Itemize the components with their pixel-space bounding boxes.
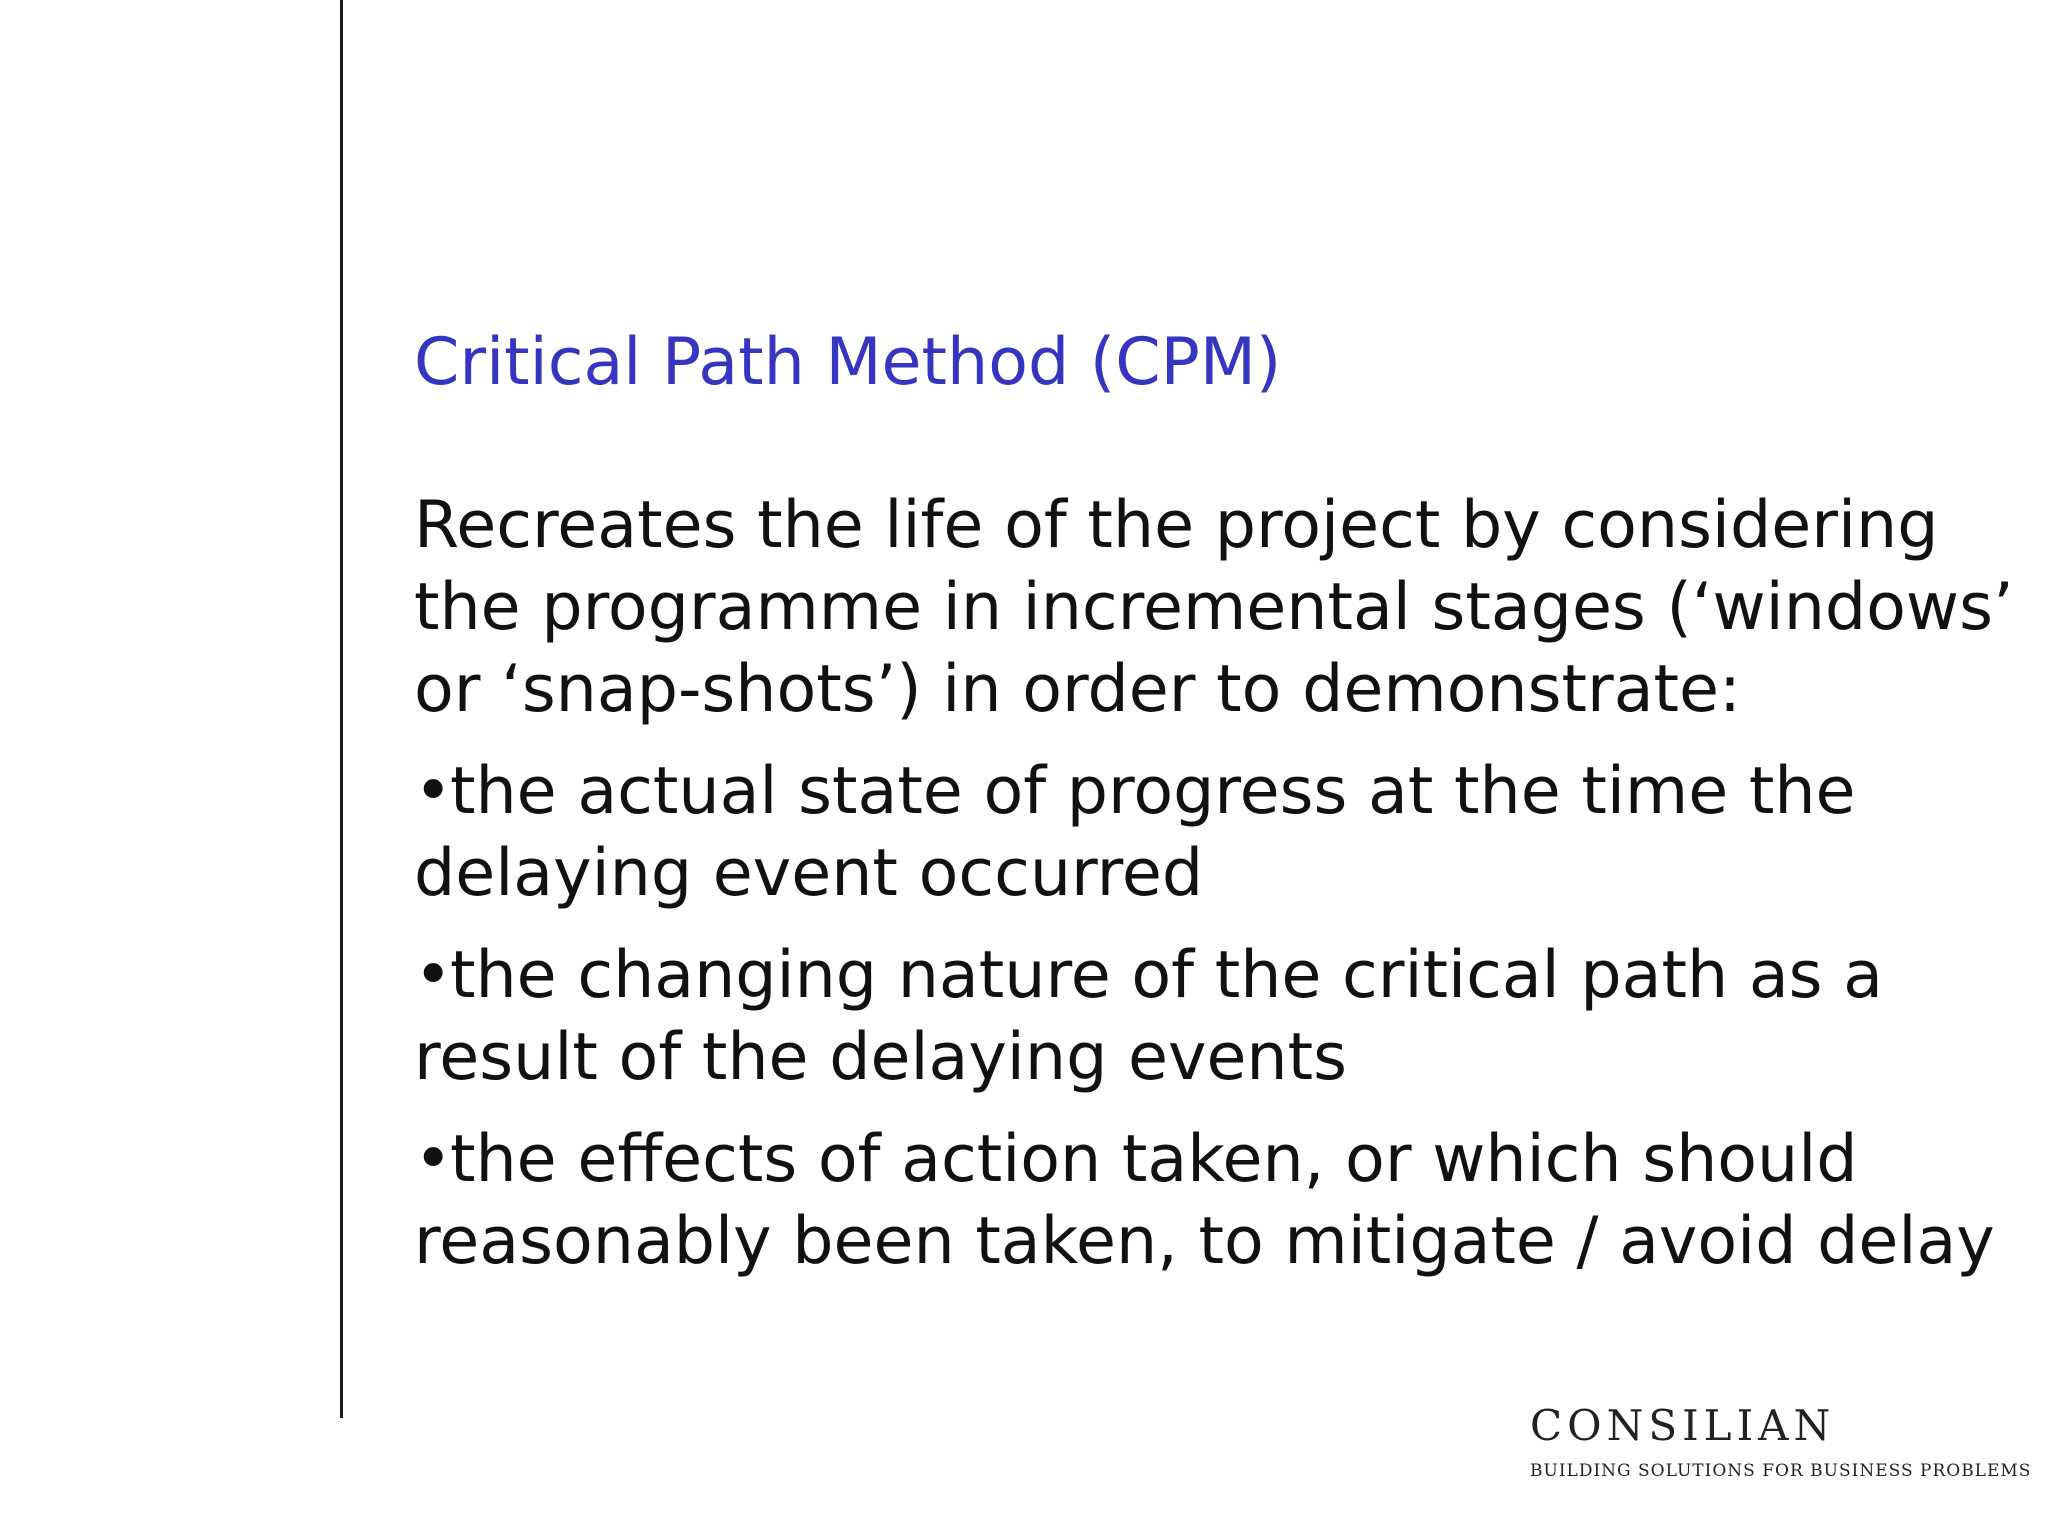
- bullet-icon: •: [414, 938, 453, 1013]
- bullet-item: [414, 1119, 1995, 1283]
- bullet-icon: •: [414, 754, 453, 829]
- bullet-item: [414, 935, 1914, 1099]
- intro-line: or ‘snap-shots’) in order to demonstrate:: [414, 652, 1741, 727]
- bullet-line: the effects of action taken, or which should: [450, 1122, 1858, 1197]
- vertical-rule: [340, 0, 343, 1418]
- intro-line: Recreates the life of the project by considering: [414, 488, 1939, 563]
- intro-line: the programme in incremental stages (‘windows’: [414, 570, 2014, 645]
- slide-body: [414, 485, 2014, 1303]
- bullet-line: result of the delaying events: [414, 1020, 1347, 1095]
- bullet-item: [414, 751, 1914, 915]
- bullet-line: the actual state of progress at the time the: [450, 754, 1856, 829]
- bullet-line: delaying event occurred: [414, 836, 1204, 911]
- brand-logo: [1530, 1398, 2032, 1484]
- bullet-line: reasonably been taken, to mitigate / avoid delay: [414, 1204, 1995, 1279]
- brand-tagline: BUILDING SOLUTIONS FOR BUSINESS PROBLEMS: [1530, 1461, 2032, 1481]
- bullet-line: the changing nature of the critical path as a: [450, 938, 1884, 1013]
- slide-title: Critical Path Method (CPM): [414, 325, 1282, 400]
- brand-name: CONSILIAN: [1530, 1401, 1836, 1450]
- intro-paragraph: [414, 485, 2014, 731]
- bullet-icon: •: [414, 1122, 453, 1197]
